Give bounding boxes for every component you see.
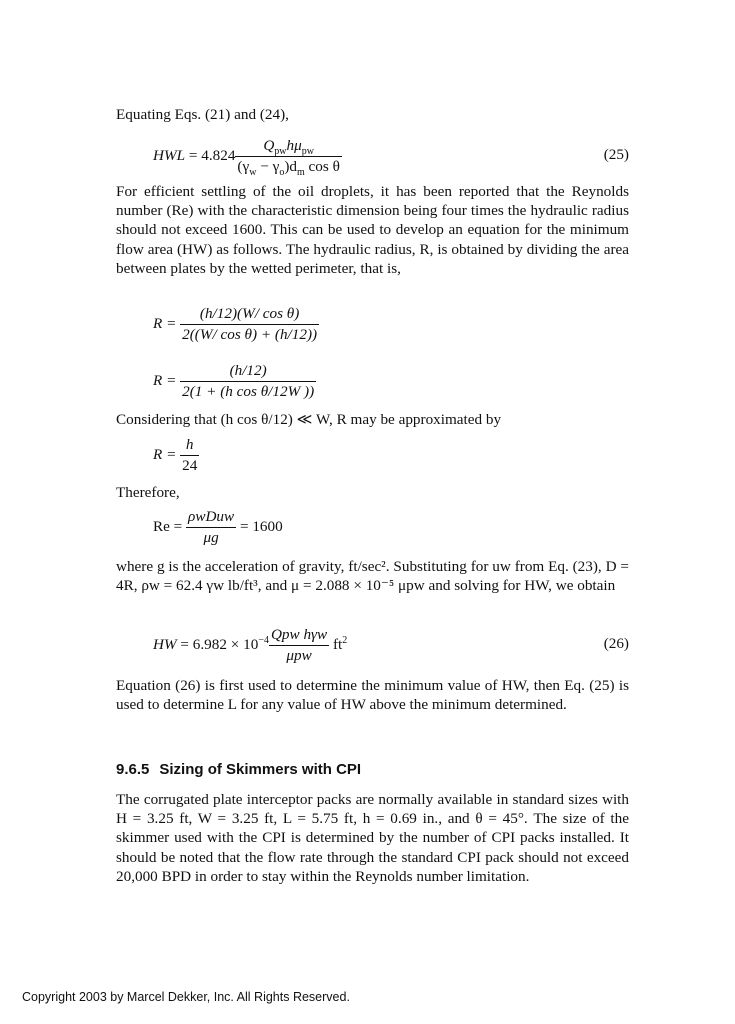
equation-r1: R = $\frac{\text{(h/12)(W/ cos θ)}}{\text{2((W/ cos θ) + (h/12))}}$ (153, 305, 318, 343)
section-number: 9.6.5 (116, 761, 150, 778)
section-title: Sizing of Skimmers with CPI (159, 761, 362, 778)
equation-re: Re = $\frac{\text{ρwDuw}}{\mu g}$ = 1600 (153, 508, 283, 546)
paragraph-5: Equation (26) is first used to determine the minimum value of HW, then Eq. (25) is used to determine L for any value of HW above the minimum determined. (116, 677, 629, 714)
eq25-fraction: $\frac{Q_{pw}h\mu_{pw}}{(\gamma_w - \gamma_o)d_m \cos \theta}$ (237, 137, 340, 179)
eqre-fraction: $\frac{\text{ρwDuw}}{\mu g}$ (188, 508, 235, 546)
equation-26: HW = $6.982 \times 10^{-4}$ $\frac{\text{Qpw hγw}}{\text{μpw}}$ $ft^2$ (153, 626, 348, 664)
eqr1-fraction: $\frac{\text{(h/12)(W/ cos θ)}}{\text{2((W/ cos θ) + (h/12))}}$ (182, 305, 318, 343)
paragraph-6: The corrugated plate interceptor packs are normally available in standard sizes with H = 3.25 ft, W = 3.25 ft, L = 5.75 ft, h = 0.69 in., and θ = 45°. The size of the skimmer used with the CPI is determined by the number of CPI packs installed. It should be noted that the flow rate through the standard CPI pack should not exceed 20,000 BPD in order to stay within the Reynolds number limitation. (116, 791, 629, 885)
lead-text: Equating Eqs. (21) and (24), (116, 106, 289, 123)
paragraph-1: For efficient settling of the oil droplets, it has been reported that the Reynolds number (Re) with the characteristic dimension being four times the hydraulic radius should not exceed 1600. This can be used to develop an equation for the minimum flow area (HW) as follows. The hydraulic radius, R, is obtained by dividing the area between plates by the wetted perimeter, that is, (116, 183, 629, 277)
eq26-fraction: $\frac{\text{Qpw hγw}}{\text{μpw}}$ (270, 626, 328, 664)
paragraph-2: Considering that (h cos θ/12) ≪ W, R may be approximated by (116, 411, 502, 428)
equation-25 (153, 137, 342, 179)
eq25-lhs: HWL (153, 146, 186, 164)
equation-r3: R = $\frac{h}{24}$ (153, 436, 198, 474)
eq25-coef: = 4.824 (188, 146, 236, 164)
paragraph-4: where g is the acceleration of gravity, ft/sec². Substituting for uw from Eq. (23), D = 4R, ρw = 62.4 γw lb/ft³, and μ = 2.088 × 10⁻⁵ μpw and solving for HW, we obtain (116, 558, 629, 595)
section-heading (116, 761, 361, 778)
copyright-notice: Copyright 2003 by Marcel Dekker, Inc. All Rights Reserved. (22, 990, 350, 1004)
eq26-number: (26) (603, 635, 629, 652)
eq25-number: (25) (603, 146, 629, 163)
paragraph-3: Therefore, (116, 484, 180, 501)
equation-r2: R = $\frac{(h/12)}{\text{2(1 + (h cos θ/12W ))}}$ (153, 362, 315, 400)
eqr3-fraction: $\frac{h}{24}$ (182, 436, 198, 474)
eqr2-fraction: $\frac{(h/12)}{\text{2(1 + (h cos θ/12W ))}}$ (182, 362, 315, 400)
